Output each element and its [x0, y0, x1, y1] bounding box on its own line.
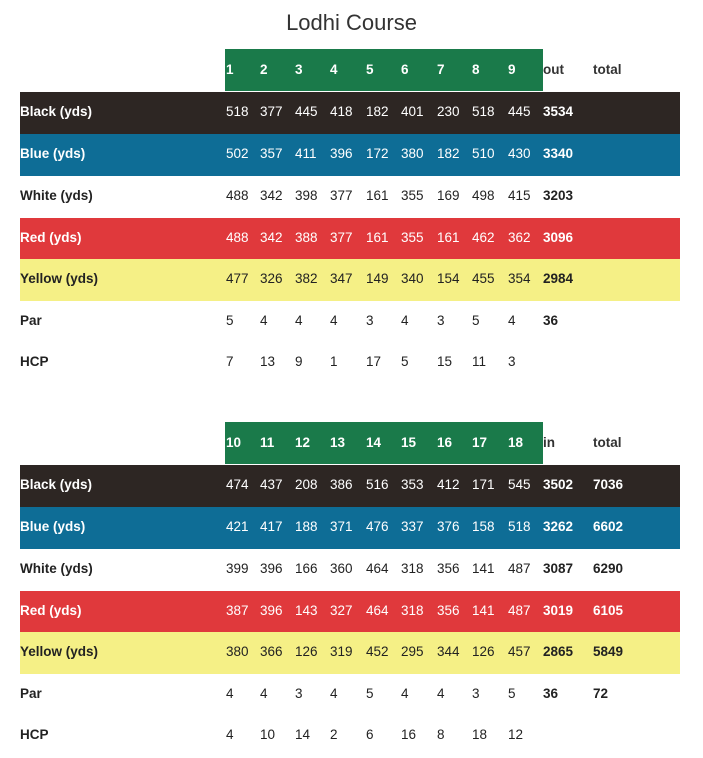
- table-cell: 388: [295, 230, 318, 245]
- table-cell: 464: [366, 603, 389, 618]
- table-cell: 4: [330, 686, 338, 701]
- table-cell: 437: [260, 477, 283, 492]
- page-title: Lodhi Course: [286, 10, 417, 35]
- table-cell: 11: [472, 354, 487, 369]
- sum-cell: 3340: [543, 146, 574, 161]
- table-cell: 141: [472, 603, 495, 618]
- table-cell: 377: [330, 230, 353, 245]
- hole-number: 8: [472, 62, 480, 77]
- total-cell: 72: [593, 686, 609, 701]
- table-cell: 319: [330, 644, 353, 659]
- hole-header-band: [225, 49, 543, 91]
- table-cell: 4: [508, 313, 516, 328]
- table-cell: 327: [330, 603, 353, 618]
- hole-number: 5: [366, 62, 374, 77]
- table-cell: 3: [366, 313, 374, 328]
- table-cell: 353: [401, 477, 424, 492]
- table-cell: 371: [330, 519, 353, 534]
- table-cell: 462: [472, 230, 495, 245]
- table-cell: 518: [226, 104, 249, 119]
- hole-number: 1: [226, 62, 234, 77]
- table-cell: 161: [366, 230, 389, 245]
- table-cell: 516: [366, 477, 389, 492]
- table-cell: 158: [472, 519, 495, 534]
- sum-header: in: [543, 435, 555, 450]
- sum-cell: 3087: [543, 561, 574, 576]
- table-cell: 188: [295, 519, 318, 534]
- table-cell: 6: [366, 727, 374, 742]
- table-cell: 421: [226, 519, 249, 534]
- hole-number: 6: [401, 62, 409, 77]
- table-cell: 455: [472, 271, 495, 286]
- table-cell: 366: [260, 644, 283, 659]
- table-cell: 477: [226, 271, 249, 286]
- table-cell: 417: [260, 519, 283, 534]
- table-cell: 154: [437, 271, 460, 286]
- sum-cell: 2865: [543, 644, 574, 659]
- table-cell: 161: [366, 188, 389, 203]
- hole-number: 18: [508, 435, 524, 450]
- table-cell: 1: [330, 354, 338, 369]
- table-cell: 386: [330, 477, 353, 492]
- table-cell: 418: [330, 104, 353, 119]
- hole-number: 9: [508, 62, 516, 77]
- total-cell: 7036: [593, 477, 624, 492]
- row-label: Black (yds): [20, 477, 93, 492]
- table-cell: 545: [508, 477, 531, 492]
- table-cell: 487: [508, 561, 531, 576]
- sum-cell: 3534: [543, 104, 574, 119]
- table-cell: 13: [260, 354, 276, 369]
- table-cell: 488: [226, 188, 249, 203]
- total-header: total: [593, 62, 622, 77]
- table-cell: 169: [437, 188, 460, 203]
- table-cell: 15: [437, 354, 453, 369]
- table-cell: 17: [366, 354, 382, 369]
- row-label: Red (yds): [20, 603, 82, 618]
- table-cell: 380: [401, 146, 424, 161]
- table-cell: 430: [508, 146, 531, 161]
- table-cell: 10: [260, 727, 276, 742]
- table-cell: 356: [437, 603, 460, 618]
- table-cell: 387: [226, 603, 249, 618]
- table-cell: 171: [472, 477, 495, 492]
- table-cell: 182: [366, 104, 389, 119]
- total-header: total: [593, 435, 622, 450]
- hole-number: 17: [472, 435, 488, 450]
- table-cell: 354: [508, 271, 531, 286]
- table-cell: 5: [472, 313, 480, 328]
- table-cell: 3: [437, 313, 445, 328]
- table-cell: 172: [366, 146, 389, 161]
- table-cell: 208: [295, 477, 318, 492]
- total-cell: 6290: [593, 561, 624, 576]
- table-cell: 12: [508, 727, 524, 742]
- table-cell: 4: [330, 313, 338, 328]
- total-cell: 6602: [593, 519, 624, 534]
- table-cell: 476: [366, 519, 389, 534]
- row-label: Blue (yds): [20, 146, 86, 161]
- hole-number: 11: [260, 435, 275, 450]
- table-cell: 396: [260, 603, 283, 618]
- table-cell: 4: [401, 686, 409, 701]
- table-cell: 16: [401, 727, 417, 742]
- table-cell: 362: [508, 230, 531, 245]
- table-cell: 4: [260, 686, 268, 701]
- sum-cell: 3096: [543, 230, 574, 245]
- table-cell: 488: [226, 230, 249, 245]
- table-cell: 340: [401, 271, 424, 286]
- table-cell: 4: [437, 686, 445, 701]
- table-cell: 344: [437, 644, 460, 659]
- table-cell: 8: [437, 727, 445, 742]
- table-cell: 4: [401, 313, 409, 328]
- table-cell: 474: [226, 477, 249, 492]
- row-label: HCP: [20, 354, 49, 369]
- table-cell: 487: [508, 603, 531, 618]
- sum-header: out: [543, 62, 564, 77]
- table-cell: 347: [330, 271, 353, 286]
- table-cell: 4: [226, 727, 234, 742]
- table-cell: 4: [260, 313, 268, 328]
- table-cell: 382: [295, 271, 318, 286]
- sum-cell: 2984: [543, 271, 574, 286]
- table-cell: 126: [472, 644, 495, 659]
- total-cell: 6105: [593, 603, 624, 618]
- table-cell: 398: [295, 188, 318, 203]
- table-cell: 4: [226, 686, 234, 701]
- table-cell: 326: [260, 271, 283, 286]
- table-cell: 356: [437, 561, 460, 576]
- table-cell: 380: [226, 644, 249, 659]
- table-cell: 360: [330, 561, 353, 576]
- table-cell: 18: [472, 727, 488, 742]
- table-cell: 464: [366, 561, 389, 576]
- hole-number: 15: [401, 435, 417, 450]
- row-label: Par: [20, 686, 42, 701]
- table-cell: 4: [295, 313, 303, 328]
- table-cell: 3: [295, 686, 303, 701]
- table-cell: 415: [508, 188, 531, 203]
- table-cell: 518: [472, 104, 495, 119]
- hole-number: 4: [330, 62, 338, 77]
- row-label: Red (yds): [20, 230, 82, 245]
- table-cell: 401: [401, 104, 424, 119]
- row-label: Yellow (yds): [20, 644, 99, 659]
- total-cell: 5849: [593, 644, 624, 659]
- table-cell: 376: [437, 519, 460, 534]
- table-cell: 457: [508, 644, 531, 659]
- table-cell: 318: [401, 603, 424, 618]
- table-cell: 510: [472, 146, 495, 161]
- table-cell: 411: [295, 146, 317, 161]
- table-cell: 161: [437, 230, 460, 245]
- table-cell: 230: [437, 104, 460, 119]
- table-cell: 412: [437, 477, 460, 492]
- table-cell: 518: [508, 519, 531, 534]
- row-label: White (yds): [20, 188, 93, 203]
- hole-number: 16: [437, 435, 453, 450]
- table-cell: 377: [260, 104, 283, 119]
- table-cell: 7: [226, 354, 234, 369]
- hole-number: 2: [260, 62, 268, 77]
- row-label: Blue (yds): [20, 519, 86, 534]
- table-cell: 149: [366, 271, 389, 286]
- row-label: HCP: [20, 727, 49, 742]
- table-cell: 355: [401, 230, 424, 245]
- table-cell: 166: [295, 561, 318, 576]
- row-label: Black (yds): [20, 104, 93, 119]
- hole-number: 14: [366, 435, 382, 450]
- sum-cell: 3502: [543, 477, 574, 492]
- hole-number: 13: [330, 435, 346, 450]
- table-cell: 9: [295, 354, 303, 369]
- row-label: White (yds): [20, 561, 93, 576]
- table-cell: 5: [366, 686, 374, 701]
- hole-number: 10: [226, 435, 242, 450]
- table-cell: 396: [260, 561, 283, 576]
- sum-cell: 3019: [543, 603, 574, 618]
- hole-number: 7: [437, 62, 445, 77]
- table-cell: 182: [437, 146, 460, 161]
- table-cell: 498: [472, 188, 495, 203]
- table-cell: 399: [226, 561, 249, 576]
- table-cell: 2: [330, 727, 338, 742]
- table-cell: 5: [401, 354, 409, 369]
- sum-cell: 36: [543, 686, 559, 701]
- table-cell: 342: [260, 188, 283, 203]
- hole-number: 12: [295, 435, 311, 450]
- table-cell: 502: [226, 146, 249, 161]
- table-cell: 141: [472, 561, 495, 576]
- table-cell: 342: [260, 230, 283, 245]
- table-cell: 318: [401, 561, 424, 576]
- table-cell: 337: [401, 519, 424, 534]
- table-cell: 396: [330, 146, 353, 161]
- hole-number: 3: [295, 62, 303, 77]
- table-cell: 126: [295, 644, 318, 659]
- table-cell: 3: [508, 354, 516, 369]
- table-cell: 445: [295, 104, 318, 119]
- row-label: Par: [20, 313, 42, 328]
- sum-cell: 3203: [543, 188, 574, 203]
- table-cell: 5: [508, 686, 516, 701]
- table-cell: 14: [295, 727, 311, 742]
- table-cell: 5: [226, 313, 234, 328]
- sum-cell: 36: [543, 313, 559, 328]
- table-cell: 445: [508, 104, 531, 119]
- table-cell: 377: [330, 188, 353, 203]
- table-cell: 355: [401, 188, 424, 203]
- table-cell: 452: [366, 644, 389, 659]
- table-cell: 295: [401, 644, 424, 659]
- row-label: Yellow (yds): [20, 271, 99, 286]
- sum-cell: 3262: [543, 519, 574, 534]
- table-cell: 3: [472, 686, 480, 701]
- table-cell: 357: [260, 146, 283, 161]
- table-cell: 143: [295, 603, 318, 618]
